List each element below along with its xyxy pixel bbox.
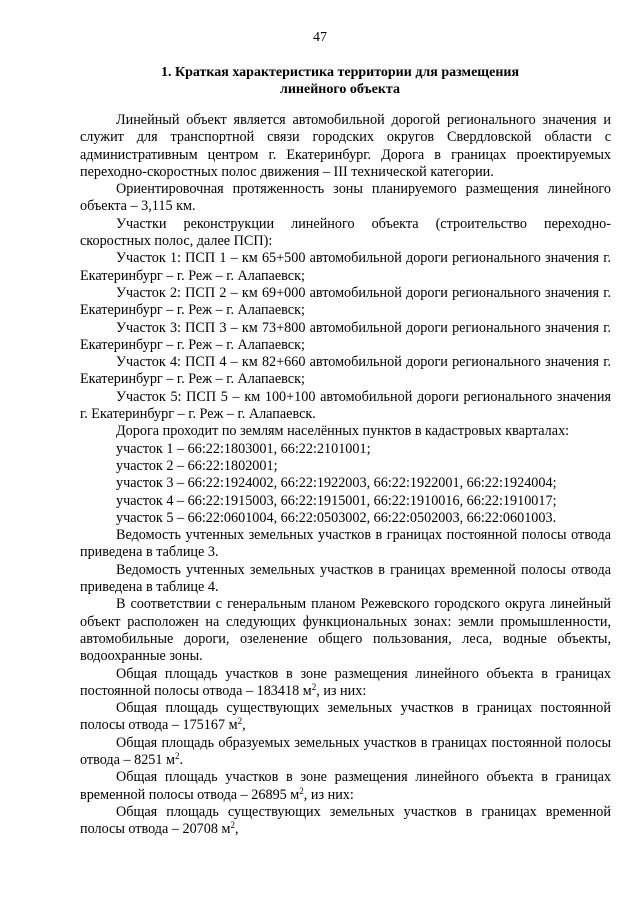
area-permanent-tail: , из них: <box>316 682 367 699</box>
superscript: 2 <box>299 785 304 796</box>
paragraph-section-2: Участок 2: ПСП 2 – км 69+000 автомобильной дороги регионального значения г. Екатеринбург – г. Реж – г. Алапаевск; <box>80 284 611 319</box>
paragraph-area-temporary <box>80 769 611 804</box>
paragraph-table-4: Ведомость учтенных земельных участков в границах временной полосы отвода приведена в таблице 4. <box>80 561 611 596</box>
cadastral-line-4: участок 4 – 66:22:1915003, 66:22:1915001, 66:22:1910016, 66:22:1910017; <box>116 492 557 509</box>
existing-temporary-text: Общая площадь существующих земельных участков в границах временной полосы отвода – 20708 м <box>80 803 611 838</box>
area-temporary-tail: , из них: <box>303 786 354 803</box>
paragraph-section-4: Участок 4: ПСП 4 – км 82+660 автомобильной дороги регионального значения г. Екатеринбург – г. Реж – г. Алапаевск; <box>80 354 611 388</box>
paragraph-table-3: Ведомость учтенных земельных участков в границах постоянной полосы отвода приведена в таблице 3. <box>80 527 611 561</box>
superscript: 2 <box>237 716 243 727</box>
paragraph-formed-permanent <box>80 735 611 770</box>
cadastral-line-2: участок 2 – 66:22:1802001; <box>116 457 278 474</box>
paragraph-section-5: Участок 5: ПСП 5 – км 100+100 автомобильной дороги регионального значения г. Екатеринбург – г. Реж – г. Алапаевск. <box>80 388 611 423</box>
paragraph-existing-permanent <box>80 700 611 735</box>
superscript: 2 <box>311 681 317 692</box>
formed-permanent-text: Общая площадь образуемых земельных участков в границах постоянной полосы отвода – 8251 м <box>80 734 611 768</box>
section-heading <box>80 64 600 98</box>
paragraph-object-description: Линейный объект является автомобильной дорогой регионального значения и служит для транспортной связи городских округов Свердловской области с административным центром г. Екатеринбург. Дорога в границах проектируемых переходно-скоростных полос движения – III технической категории. <box>80 112 611 180</box>
heading-line-1: 1. Краткая характеристика территории для размещения <box>160 65 520 80</box>
cadastral-line-5: участок 5 – 66:22:0601004, 66:22:0503002, 66:22:0502003, 66:22:0601003. <box>116 509 557 526</box>
paragraph-cadastral-intro: Дорога проходит по землям населённых пунктов в кадастровых кварталах: <box>116 423 570 440</box>
formed-permanent-tail: . <box>179 751 184 768</box>
superscript: 2 <box>230 820 235 831</box>
heading-line-2: линейного объекта <box>280 82 400 97</box>
paragraph-section-3: Участок 3: ПСП 3 – км 73+800 автомобильной дороги регионального значения г. Екатеринбург – г. Реж – г. Алапаевск; <box>80 319 611 353</box>
cadastral-line-3: участок 3 – 66:22:1924002, 66:22:1922003, 66:22:1922001, 66:22:1924004; <box>116 475 557 492</box>
paragraph-area-permanent <box>80 666 611 701</box>
superscript: 2 <box>175 750 180 761</box>
area-permanent-text: Общая площадь участков в зоне размещения линейного объекта в границах постоянной полосы отвода – 183418 м <box>80 665 611 699</box>
cadastral-line-1: участок 1 – 66:22:1803001, 66:22:2101001; <box>116 440 371 457</box>
paragraph-functional-zones: В соответствии с генеральным планом Режевского городского округа линейный объект расположен на следующих функциональных зонах: земли промышленности, автомобильные дороги, озеленение общего пользования, леса, водные объекты, водоохранные зоны. <box>80 596 611 665</box>
paragraph-existing-temporary <box>80 804 611 839</box>
paragraph-section-1: Участок 1: ПСП 1 – км 65+500 автомобильной дороги регионального значения г. Екатеринбург – г. Реж – г. Алапаевск; <box>80 250 611 284</box>
existing-temporary-tail: , <box>235 821 239 838</box>
existing-permanent-text: Общая площадь существующих земельных участков в границах постоянной полосы отвода – 175167 м <box>80 700 611 734</box>
area-temporary-text: Общая площадь участков в зоне размещения линейного объекта в границах временной полосы отвода – 26895 м <box>80 769 611 803</box>
existing-permanent-tail: , <box>242 717 246 734</box>
page-number: 47 <box>313 30 327 45</box>
document-body <box>80 112 611 838</box>
paragraph-sections-intro: Участки реконструкции линейного объекта (строительство переходно-скоростных полос, далее ПСП): <box>80 215 611 250</box>
paragraph-length: Ориентировочная протяженность зоны планируемого размещения линейного объекта – 3,115 км. <box>80 181 611 215</box>
